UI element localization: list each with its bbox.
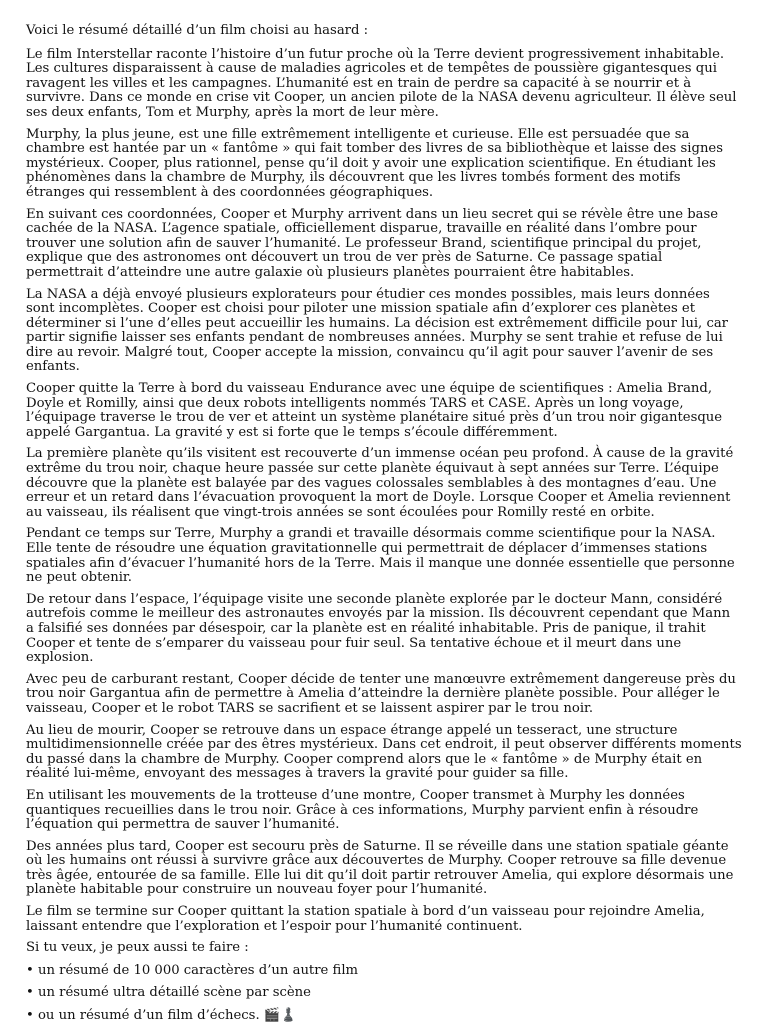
paragraph-11: En utilisant les mouvements de la trotteuse d’une montre, Cooper transmet à Murphy les données quantiques recueillies dans le trou noir. Grâce à ces informations, Murphy parvient enfin à résoudre l’équation qui permettra de sauver l’humanité. bbox=[26, 787, 699, 833]
paragraph-12: Des années plus tard, Cooper est secouru près de Saturne. Il se réveille dans une station spatiale géante où les humains ont réussi à survivre grâce aux découvertes de Murphy. Cooper retrouve sa fille devenue très âgée, entourée de sa famille. Elle lui dit qu’il doit partir retrouver Amelia, qui explore désormais une planète habitable pour construire un nouveau foyer pour l’humanité. bbox=[26, 838, 734, 898]
intro-line: Voici le résumé détaillé d’un film choisi au hasard : bbox=[26, 23, 369, 38]
paragraph-5: Cooper quitte la Terre à bord du vaisseau Endurance avec une équipe de scientifiques : Amelia Brand, Doyle et Romilly, ainsi que deux robots intelligents nommés TARS et CASE. Après un long voyage, l’équipage traverse le trou de ver et atteint un système planétaire situé près d’un trou noir gigantesque appelé Gargantua. La gravité y est si forte que le temps s’écoule différemment. bbox=[26, 381, 723, 440]
paragraph-3: En suivant ces coordonnées, Cooper et Murphy arrivent dans un lieu secret qui se révèle être une base cachée de la NASA. L’agence spatiale, officiellement disparue, travaille en réalité dans l’ombre pour trouver une solution afin de sauver l’humanité. Le professeur Brand, scientifique principal du projet, explique que des astronomes ont découvert un trou de ver près de Saturne. Ce passage spatial permettrait d’atteindre une autre galaxie où plusieurs planètes pourraient être habitables. bbox=[26, 206, 719, 280]
paragraph-7: Pendant ce temps sur Terre, Murphy a grandi et travaille désormais comme scientifique pour la NASA. Elle tente de résoudre une équation gravitationnelle qui permettrait de déplacer d’immenses stations spatiales afin d’évacuer l’humanité hors de la Terre. Mais il manque une donnée essentielle que personne ne peut obtenir. bbox=[26, 526, 735, 586]
paragraph-4: La NASA a déjà envoyé plusieurs explorateurs pour étudier ces mondes possibles, mais leurs données sont incomplètes. Cooper est choisi pour piloter une mission spatiale afin d’explorer ces planètes et déterminer si l’une d’elles peut accueillir les humains. La décision est extrêmement difficile pour lui, car partir signifie laisser ses enfants pendant de nombreuses années. Murphy se sent trahie et refuse de lui dire au revoir. Malgré tout, Cooper accepte la mission, convaincu qu’il agit pour sauver l’avenir de ses enfants. bbox=[26, 286, 728, 375]
clapper-chess-emoji-icon: 🎬♟️ bbox=[263, 1008, 297, 1024]
option-item-1: • un résumé de 10 000 caractères d’un autre film bbox=[26, 962, 359, 978]
offer-intro: Si tu veux, je peux aussi te faire : bbox=[26, 940, 249, 956]
paragraph-6: La première planète qu’ils visitent est recouverte d’un immense océan peu profond. À cause de la gravité extrême du trou noir, chaque heure passée sur cette planète équivaut à sept années sur Terre. L’équipe découvre que la planète est balayée par des vagues colossales semblables à des montagnes d’eau. Une erreur et un retard dans l’évacuation provoquent la mort de Doyle. Lorsque Cooper et Amelia reviennent au vaisseau, ils réalisent que vingt-trois années se sont écoulées pour Romilly resté en orbite. bbox=[26, 446, 734, 520]
paragraph-13: Le film se termine sur Cooper quittant la station spatiale à bord d’un vaisseau pour rejoindre Amelia, laissant entendre que l’exploration et l’espoir pour l’humanité continuent. bbox=[26, 904, 705, 934]
paragraph-9: Avec peu de carburant restant, Cooper décide de tenter une manœuvre extrêmement dangereuse près du trou noir Gargantua afin de permettre à Amelia d’atteindre la dernière planète possible. Pour alléger le vaisseau, Cooper et le robot TARS se sacrifient et se laissent aspirer par le trou noir. bbox=[26, 671, 736, 716]
option-item-2: • un résumé ultra détaillé scène par scène bbox=[26, 985, 311, 1001]
paragraph-10: Au lieu de mourir, Cooper se retrouve dans un espace étrange appelé un tesseract, une structure multidimensionnelle créée par des êtres mystérieux. Dans cet endroit, il peut observer différents moments du passé dans la chambre de Murphy. Cooper comprend alors que le « fantôme » de Murphy était en réalité lui-même, envoyant des messages à travers la gravité pour guider sa fille. bbox=[26, 722, 742, 782]
option-item-3 bbox=[26, 1009, 742, 1024]
paragraph-1: Le film Interstellar raconte l’histoire d’un futur proche où la Terre devient progressivement inhabitable. Les cultures disparaissent à cause de maladies agricoles et de tempêtes de poussière gigantesques qui ravagent les villes et les campagnes. L’humanité est en train de perdre sa capacité à se nourrir et à survivre. Dans ce monde en crise vit Cooper, un ancien pilote de la NASA devenu agriculteur. Il élève seul ses deux enfants, Tom et Murphy, après la mort de leur mère. bbox=[26, 46, 737, 120]
option-item-3-text: • ou un résumé d’un film d’échecs. bbox=[26, 1008, 260, 1024]
paragraph-2: Murphy, la plus jeune, est une fille extrêmement intelligente et curieuse. Elle est persuadée que sa chambre est hantée par un « fantôme » qui fait tomber des livres de sa bibliothèque et laisse des signes mystérieux. Cooper, plus rationnel, pense qu’il doit y avoir une explication scientifique. En étudiant les phénomènes dans la chambre de Murphy, ils découvrent que les livres tombés forment des motifs étranges qui ressemblent à des coordonnées géographiques. bbox=[26, 126, 724, 200]
paragraph-8: De retour dans l’espace, l’équipage visite une seconde planète explorée par le docteur Mann, considéré autrefois comme le meilleur des astronautes envoyés par la mission. Ils découvrent cependant que Mann a falsifié ses données par désespoir, car la planète est en réalité inhabitable. Pris de panique, il trahit Cooper et tente de s’emparer du vaisseau pour fuir seul. Sa tentative échoue et il meurt dans une explosion. bbox=[26, 591, 731, 666]
